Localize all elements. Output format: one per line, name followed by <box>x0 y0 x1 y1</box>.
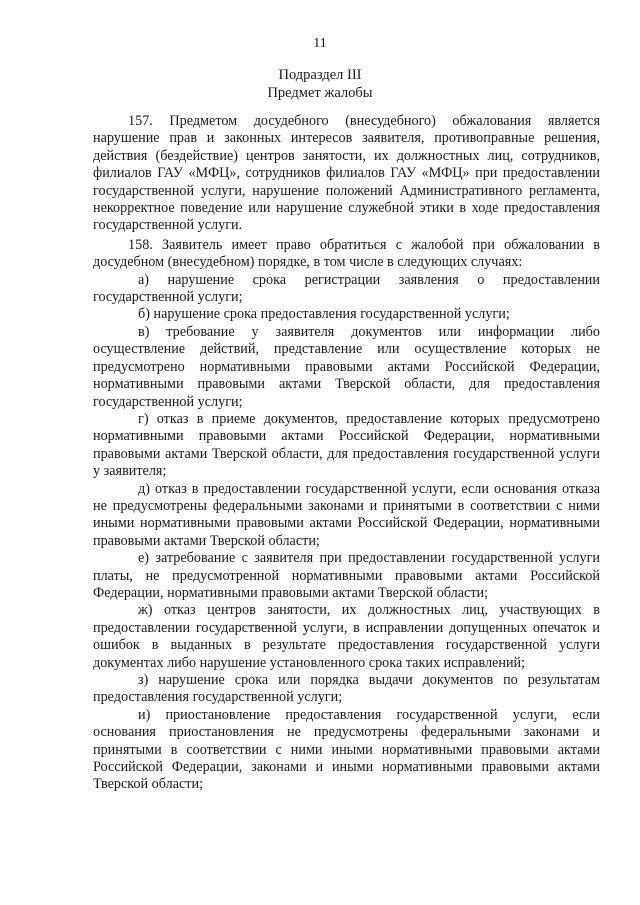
list-item-zh: ж) отказ центров занятости, их должностных лиц, участвующих в предоставлении государственной услуги, в исправлении допущенных опечаток и ошибок в выданных в результате предоставления государственной услуги документах либо нарушение установленного срока таких исправлений; <box>93 602 600 671</box>
list-item-z: з) нарушение срока или порядка выдачи документов по результатам предоставления государственной услуги; <box>93 672 600 706</box>
subsection-label: Подраздел III <box>278 67 362 83</box>
list-item-i: и) приостановление предоставления государственной услуги, если основания приостановления не предусмотрены федеральными законами и принятыми в соответствии с ними иными нормативными правовыми актами Российской Федерации, законами и иными нормативными правовыми актами Тверской области; <box>93 706 600 793</box>
list-item-e: е) затребование с заявителя при предоставлении государственной услуги платы, не предусмотренной нормативными правовыми актами Российской Федерации, нормативными правовыми актами Тверской области; <box>93 550 600 601</box>
list-item-v: в) требование у заявителя документов или информации либо осуществление действий, представление или осуществление которых не предусмотрено нормативными правовыми актами Российской Федерации, нормативными правовыми актами Тверской области, для предоставления государственной услуги; <box>93 323 600 410</box>
paragraph-157: 157. Предметом досудебного (внесудебного) обжалования является нарушение прав и законных интересов заявителя, противоправные решения, действия (бездействие) центров занятости, их должностных лиц, сотрудников, филиалов ГАУ «МФЦ», сотрудников филиалов ГАУ «МФЦ» при предоставлении государственной услуги, нарушение положений Административного регламента, некорректное поведение или нарушение служебной этики в ходе предоставления государственной услуги. <box>93 113 600 234</box>
list-item-g: г) отказ в приеме документов, предоставление которых предусмотрено нормативными правовыми актами Российской Федерации, нормативными правовыми актами Тверской области, для предоставления государственной услуги у заявителя; <box>93 410 600 480</box>
list-item-a: а) нарушение срока регистрации заявления о предоставлении государственной услуги; <box>93 271 600 306</box>
subsection-heading <box>0 66 640 102</box>
subsection-title: Предмет жалобы <box>267 85 373 101</box>
list-item-b: б) нарушение срока предоставления государственной услуги; <box>138 306 510 323</box>
document-body <box>93 113 600 794</box>
page-number: 11 <box>313 36 327 51</box>
list-item-d: д) отказ в предоставлении государственной услуги, если основания отказа не предусмотрены федеральными законами и принятыми в соответствии с ними иными нормативными правовыми актами Российской Федерации, нормативными правовыми актами Тверской области; <box>93 480 600 549</box>
paragraph-158: 158. Заявитель имеет право обратиться с жалобой при обжаловании в досудебном (внесудебном) порядке, в том числе в следующих случаях: <box>93 236 600 271</box>
